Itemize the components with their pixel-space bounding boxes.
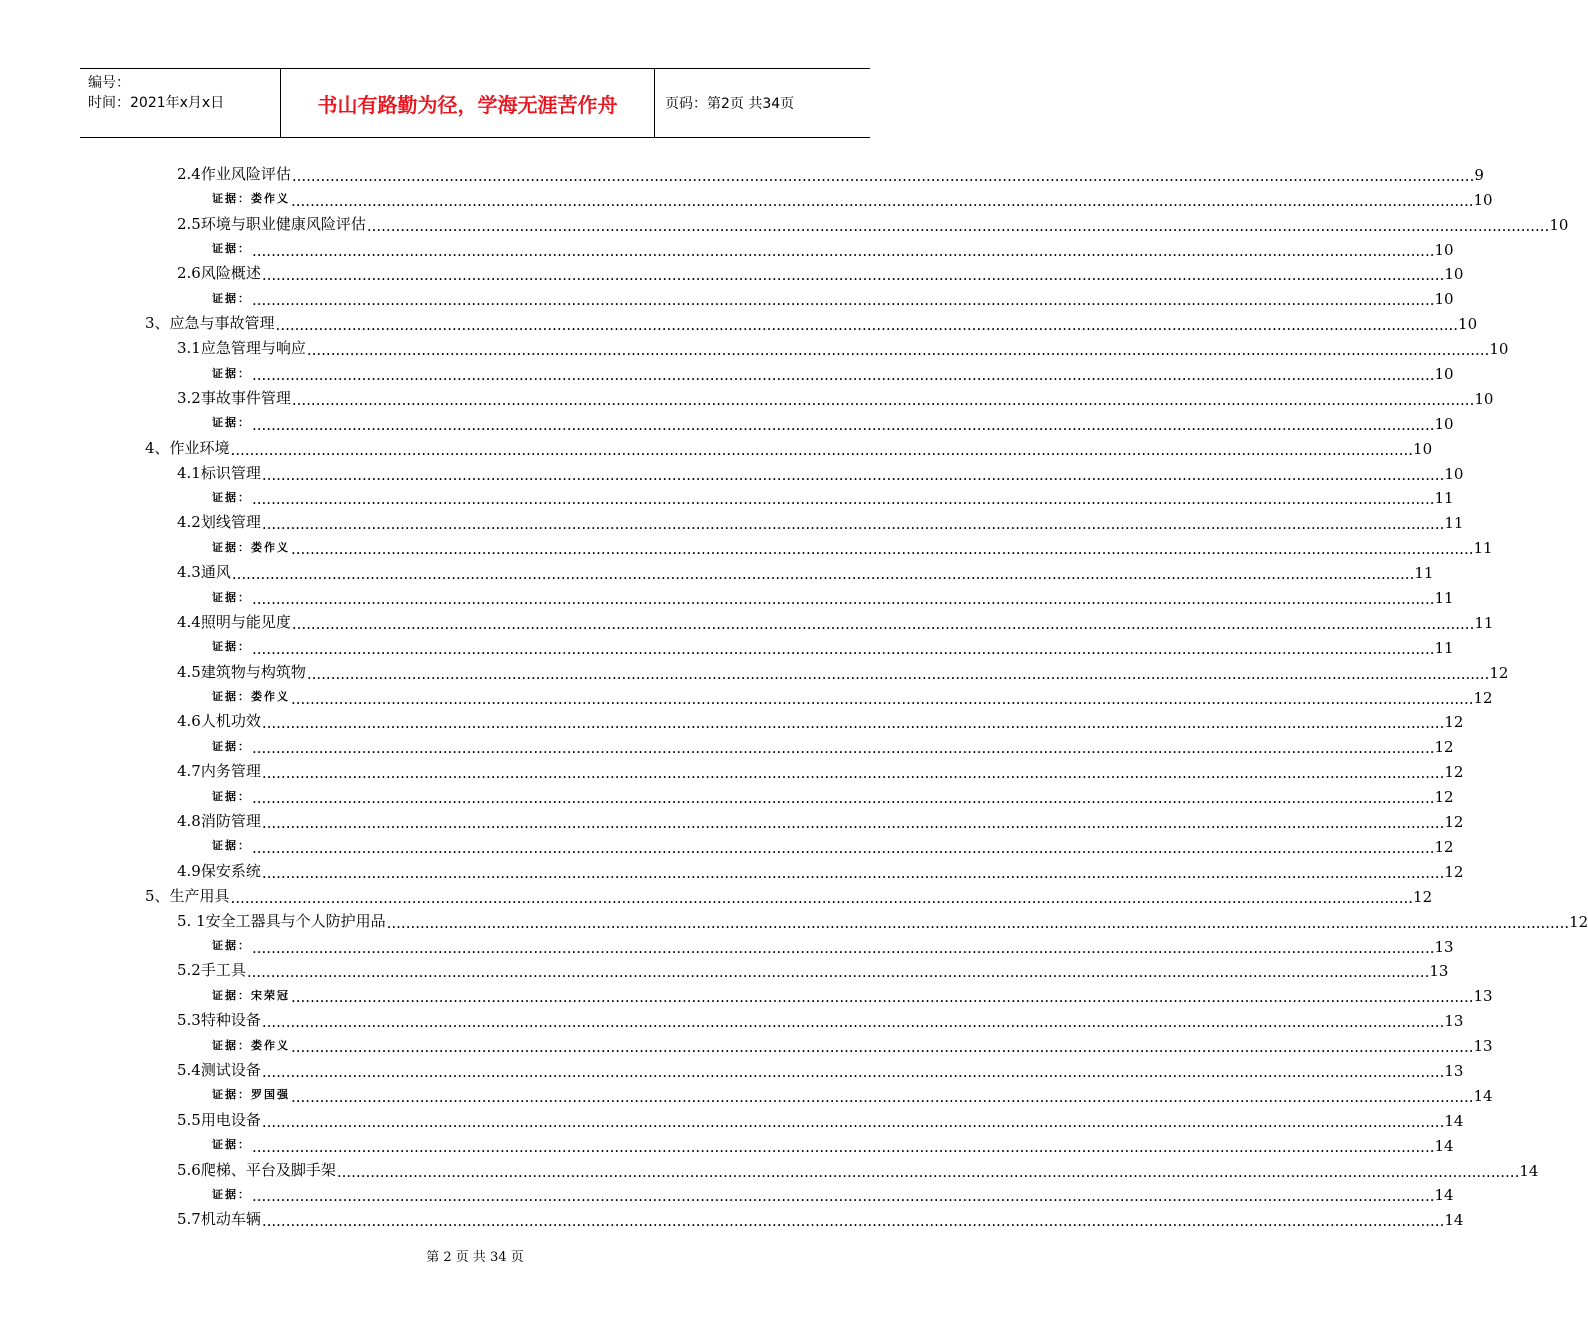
toc-evidence-row[interactable] xyxy=(0,781,1454,807)
toc-page-number: 11 xyxy=(1473,539,1493,558)
toc-page-number: 10 xyxy=(1434,240,1454,259)
toc-page-number: 10 xyxy=(1473,190,1493,209)
toc-leader-dots xyxy=(252,1189,1434,1204)
toc-entry-label: 5.3特种设备 xyxy=(177,1011,261,1030)
toc-entry-label: 4、作业环境 xyxy=(145,438,230,457)
toc-leader-dots xyxy=(262,517,1444,532)
toc-leader-dots xyxy=(252,368,1434,383)
toc-leader-dots xyxy=(252,293,1434,308)
toc-entry-label: 证据： xyxy=(212,491,251,505)
toc-evidence-row[interactable] xyxy=(0,980,1493,1006)
toc-page-number: 10 xyxy=(1434,414,1454,433)
toc-entry-row[interactable] xyxy=(0,159,1484,184)
toc-entry-label: 证据： xyxy=(212,640,251,654)
toc-evidence-row[interactable] xyxy=(0,632,1454,657)
toc-entry-label: 3、应急与事故管理 xyxy=(145,314,275,333)
toc-evidence-row[interactable] xyxy=(0,283,1454,309)
toc-entry-label: 5、生产用具 xyxy=(145,886,230,905)
toc-evidence-row[interactable] xyxy=(0,1180,1454,1205)
toc-leader-dots xyxy=(232,567,1414,582)
toc-leader-dots xyxy=(252,741,1434,756)
toc-page-number: 11 xyxy=(1474,613,1494,632)
toc-leader-dots xyxy=(262,716,1444,731)
toc-page-number: 14 xyxy=(1444,1211,1464,1230)
toc-entry-label: 4.2划线管理 xyxy=(177,513,261,532)
toc-entry-label: 3.1应急管理与响应 xyxy=(177,339,306,358)
toc-entry-label: 证据：罗国强 xyxy=(212,1088,290,1102)
toc-entry-label: 4.6人机功效 xyxy=(177,712,261,731)
toc-entry-row[interactable] xyxy=(0,1055,1464,1080)
toc-page-number: 12 xyxy=(1444,813,1464,832)
toc-page-number: 12 xyxy=(1434,738,1454,757)
toc-entry-label: 4.8消防管理 xyxy=(177,812,261,831)
toc-entry-label: 2.4作业风险评估 xyxy=(177,164,291,183)
toc-entry-row[interactable] xyxy=(0,383,1494,408)
toc-entry-row[interactable] xyxy=(0,657,1509,682)
toc-evidence-row[interactable] xyxy=(0,1130,1454,1155)
toc-evidence-row[interactable] xyxy=(0,1030,1493,1056)
toc-entry-row[interactable] xyxy=(0,806,1464,832)
toc-evidence-row[interactable] xyxy=(0,682,1493,707)
toc-page-number: 13 xyxy=(1444,1061,1464,1080)
toc-entry-row[interactable] xyxy=(0,1204,1464,1230)
toc-page-number: 12 xyxy=(1434,788,1454,807)
toc-entry-row[interactable] xyxy=(0,507,1464,533)
toc-leader-dots xyxy=(247,965,1429,980)
toc-page-number: 12 xyxy=(1473,688,1493,707)
toc-leader-dots xyxy=(262,866,1444,881)
toc-leader-dots xyxy=(252,492,1434,507)
toc-page-number: 12 xyxy=(1489,663,1509,682)
toc-evidence-row[interactable] xyxy=(0,532,1493,558)
toc-leader-dots xyxy=(291,692,1473,707)
toc-leader-dots xyxy=(262,816,1444,831)
number-label: 编号： xyxy=(88,75,130,91)
toc-leader-dots xyxy=(307,667,1489,682)
toc-entry-row[interactable] xyxy=(0,607,1494,632)
toc-leader-dots xyxy=(262,468,1444,483)
toc-entry-row[interactable] xyxy=(0,308,1478,334)
toc-leader-dots xyxy=(262,1214,1444,1229)
toc-leader-dots xyxy=(292,617,1474,632)
toc-leader-dots xyxy=(252,1140,1434,1155)
toc-evidence-row[interactable] xyxy=(0,831,1454,856)
toc-entry-label: 证据： xyxy=(212,1138,251,1152)
toc-entry-label: 证据： xyxy=(212,739,251,753)
toc-entry-label: 证据：娄作义 xyxy=(212,540,290,554)
toc-page-number: 10 xyxy=(1434,290,1454,309)
toc-leader-dots xyxy=(252,841,1434,856)
toc-page-number: 10 xyxy=(1474,389,1494,408)
toc-entry-label: 证据： xyxy=(212,590,251,604)
toc-entry-row[interactable] xyxy=(0,1005,1464,1031)
toc-entry-row[interactable] xyxy=(0,856,1464,881)
toc-page-number: 12 xyxy=(1444,713,1464,732)
toc-entry-row[interactable] xyxy=(0,756,1464,782)
toc-page-number: 11 xyxy=(1434,489,1454,508)
toc-leader-dots xyxy=(252,642,1434,657)
toc-entry-row[interactable] xyxy=(0,906,1588,931)
toc-page-number: 14 xyxy=(1444,1111,1464,1130)
toc-entry-label: 5.6爬梯、平台及脚手架 xyxy=(177,1160,336,1179)
toc-page-number: 12 xyxy=(1444,763,1464,782)
toc-page-number: 12 xyxy=(1444,862,1464,881)
toc-leader-dots xyxy=(276,318,1458,333)
toc-leader-dots xyxy=(292,393,1474,408)
toc-entry-label: 证据：娄作义 xyxy=(212,1038,290,1052)
toc-leader-dots xyxy=(252,592,1434,607)
toc-leader-dots xyxy=(231,443,1413,458)
toc-entry-label: 证据： xyxy=(212,1187,251,1201)
toc-entry-row[interactable] xyxy=(0,956,1449,981)
toc-page-number: 14 xyxy=(1434,1186,1454,1205)
toc-page-number: 11 xyxy=(1434,638,1454,657)
toc-leader-dots xyxy=(292,169,1474,184)
toc-evidence-row[interactable] xyxy=(0,234,1454,259)
toc-evidence-row[interactable] xyxy=(0,582,1454,608)
toc-page-number: 10 xyxy=(1413,439,1433,458)
toc-evidence-row[interactable] xyxy=(0,731,1454,757)
toc-leader-dots xyxy=(262,1065,1444,1080)
toc-leader-dots xyxy=(387,916,1569,931)
toc-entry-label: 证据： xyxy=(212,939,251,953)
toc-entry-label: 证据： xyxy=(212,366,251,380)
toc-evidence-row[interactable] xyxy=(0,184,1493,209)
toc-entry-label: 2.5环境与职业健康风险评估 xyxy=(177,214,366,233)
toc-leader-dots xyxy=(252,941,1434,956)
toc-entry-row[interactable] xyxy=(0,707,1464,732)
table-of-contents xyxy=(0,159,1588,1230)
toc-entry-row[interactable] xyxy=(0,557,1434,583)
page-header xyxy=(80,68,870,138)
toc-leader-dots xyxy=(252,418,1434,433)
header-page-label: 页码：第2页 共34页 xyxy=(665,96,795,112)
toc-leader-dots xyxy=(337,1165,1519,1180)
toc-leader-dots xyxy=(291,194,1473,209)
toc-evidence-row[interactable] xyxy=(0,408,1454,433)
toc-entry-row[interactable] xyxy=(0,433,1433,458)
toc-entry-label: 4.3通风 xyxy=(177,563,231,582)
toc-entry-label: 3.2事故事件管理 xyxy=(177,388,291,407)
toc-leader-dots xyxy=(262,1015,1444,1030)
toc-page-number: 10 xyxy=(1549,215,1569,234)
toc-entry-label: 证据： xyxy=(212,291,251,305)
toc-leader-dots xyxy=(262,766,1444,781)
toc-page-number: 9 xyxy=(1474,165,1484,184)
toc-evidence-row[interactable] xyxy=(0,358,1454,384)
toc-entry-label: 5.2手工具 xyxy=(177,961,246,980)
toc-entry-row[interactable] xyxy=(0,209,1569,234)
time-label: 时间：2021年x月x日 xyxy=(88,95,225,111)
toc-leader-dots xyxy=(291,990,1473,1005)
toc-page-number: 10 xyxy=(1458,315,1478,334)
toc-leader-dots xyxy=(262,1115,1444,1130)
toc-evidence-row[interactable] xyxy=(0,483,1454,508)
toc-entry-row[interactable] xyxy=(0,259,1464,284)
toc-entry-row[interactable] xyxy=(0,1105,1464,1130)
toc-leader-dots xyxy=(367,219,1549,234)
toc-page-number: 11 xyxy=(1434,589,1454,608)
toc-entry-label: 5. 1安全工器具与个人防护用品 xyxy=(177,911,386,930)
toc-entry-label: 证据：娄作义 xyxy=(212,192,290,206)
toc-entry-row[interactable] xyxy=(0,333,1509,359)
toc-page-number: 13 xyxy=(1434,937,1454,956)
toc-leader-dots xyxy=(252,244,1434,259)
toc-entry-label: 4.7内务管理 xyxy=(177,762,261,781)
toc-entry-label: 4.1标识管理 xyxy=(177,463,261,482)
toc-page-number: 10 xyxy=(1444,464,1464,483)
toc-entry-row[interactable] xyxy=(0,1155,1539,1180)
toc-page-number: 14 xyxy=(1434,1136,1454,1155)
toc-leader-dots xyxy=(291,1090,1473,1105)
page-footer: 第 2 页 共 34 页 xyxy=(426,1250,524,1265)
toc-entry-row[interactable] xyxy=(0,881,1433,906)
toc-leader-dots xyxy=(231,891,1413,906)
toc-page-number: 10 xyxy=(1444,265,1464,284)
toc-page-number: 13 xyxy=(1473,1037,1493,1056)
toc-entry-label: 4.4照明与能见度 xyxy=(177,612,291,631)
toc-leader-dots xyxy=(252,791,1434,806)
toc-entry-label: 5.5用电设备 xyxy=(177,1110,261,1129)
toc-entry-label: 证据： xyxy=(212,242,251,256)
toc-leader-dots xyxy=(291,542,1473,557)
toc-page-number: 13 xyxy=(1473,987,1493,1006)
toc-entry-label: 5.7机动车辆 xyxy=(177,1210,261,1229)
toc-entry-label: 4.5建筑物与构筑物 xyxy=(177,662,306,681)
toc-page-number: 11 xyxy=(1414,564,1434,583)
header-meta xyxy=(80,69,281,137)
toc-entry-label: 证据：娄作义 xyxy=(212,690,290,704)
toc-leader-dots xyxy=(307,343,1489,358)
toc-entry-label: 证据： xyxy=(212,789,251,803)
toc-entry-row[interactable] xyxy=(0,458,1464,483)
toc-entry-label: 2.6风险概述 xyxy=(177,264,261,283)
toc-evidence-row[interactable] xyxy=(0,1080,1493,1105)
toc-page-number: 12 xyxy=(1434,837,1454,856)
toc-leader-dots xyxy=(291,1040,1473,1055)
toc-entry-label: 证据： xyxy=(212,416,251,430)
toc-leader-dots xyxy=(262,268,1444,283)
toc-page-number: 12 xyxy=(1569,912,1588,931)
toc-entry-label: 4.9保安系统 xyxy=(177,861,261,880)
toc-page-number: 10 xyxy=(1489,340,1509,359)
toc-page-number: 13 xyxy=(1429,962,1449,981)
toc-page-number: 13 xyxy=(1444,1012,1464,1031)
toc-page-number: 11 xyxy=(1444,514,1464,533)
toc-page-number: 14 xyxy=(1519,1161,1539,1180)
toc-entry-label: 证据：宋荣冠 xyxy=(212,988,290,1002)
toc-entry-label: 5.4测试设备 xyxy=(177,1060,261,1079)
toc-page-number: 14 xyxy=(1473,1086,1493,1105)
toc-page-number: 12 xyxy=(1413,887,1433,906)
toc-page-number: 10 xyxy=(1434,365,1454,384)
header-slogan: 书山有路勤为径，学海无涯苦作舟 xyxy=(281,69,655,137)
toc-entry-label: 证据： xyxy=(212,839,251,853)
toc-evidence-row[interactable] xyxy=(0,931,1454,956)
